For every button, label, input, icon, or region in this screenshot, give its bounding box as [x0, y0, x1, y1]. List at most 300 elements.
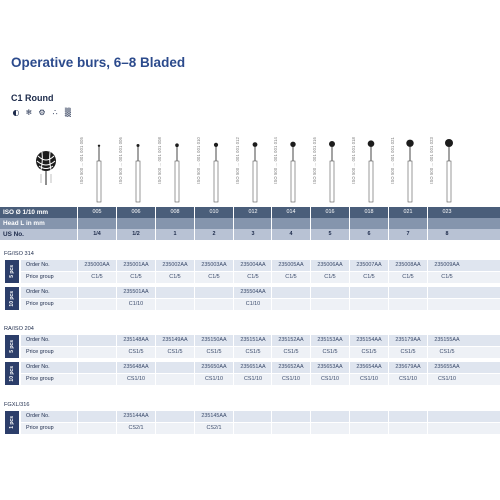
column-divider — [77, 423, 78, 434]
column-divider — [116, 299, 117, 310]
column-divider — [77, 411, 78, 422]
column-divider — [155, 229, 156, 240]
price-group-cell: C1/10 — [245, 301, 261, 307]
column-divider — [155, 335, 156, 346]
order-number-cell: 235679AA — [395, 364, 421, 370]
price-group-cell: CS1/5 — [245, 349, 261, 355]
column-divider — [233, 374, 234, 385]
column-divider — [271, 260, 272, 271]
order-number-cell: 235650AA — [201, 364, 227, 370]
column-divider — [427, 335, 428, 346]
bur-head — [137, 144, 140, 147]
column-divider — [271, 218, 272, 229]
column-divider — [233, 423, 234, 434]
column-divider — [310, 272, 311, 283]
column-divider — [233, 272, 234, 283]
head-length-cell — [311, 218, 349, 229]
column-divider — [427, 218, 428, 229]
price-group-cell — [428, 299, 466, 310]
order-number-cell: 235005AA — [278, 262, 304, 268]
bur-neck — [98, 147, 99, 161]
product-subtitle: C1 Round — [11, 93, 54, 103]
head-length-cell — [350, 218, 388, 229]
column-divider — [194, 260, 195, 271]
speed-icon: ∴ — [52, 108, 58, 117]
pack-block — [0, 260, 500, 284]
price-group-cell — [311, 423, 349, 434]
column-divider — [116, 423, 117, 434]
bur-illustration — [311, 125, 349, 205]
price-group-cell: CS1/5 — [128, 349, 144, 355]
column-divider — [77, 374, 78, 385]
bur-neck — [137, 147, 138, 161]
column-divider — [427, 374, 428, 385]
order-number-cell: 235654AA — [356, 364, 382, 370]
column-divider — [233, 411, 234, 422]
order-number-cell — [389, 411, 427, 422]
column-divider — [116, 362, 117, 373]
column-divider — [77, 347, 78, 358]
order-number-cell: 235002AA — [162, 262, 188, 268]
bur-shape — [131, 125, 145, 205]
price-group-row — [21, 423, 500, 434]
price-group-cell: C1/10 — [128, 301, 144, 307]
column-divider — [349, 229, 350, 240]
row-label: Price group — [26, 301, 54, 307]
price-group-cell — [78, 423, 116, 434]
column-divider — [155, 299, 156, 310]
column-divider — [194, 229, 195, 240]
column-divider — [310, 229, 311, 240]
price-group-cell — [389, 423, 427, 434]
order-number-cell — [156, 411, 194, 422]
order-number-cell — [234, 411, 272, 422]
column-divider — [349, 287, 350, 298]
price-group-cell — [272, 423, 310, 434]
iso-number-label: ISO 500 ... 001 001 005 — [79, 137, 84, 184]
price-group-cell — [78, 299, 116, 310]
bur-illustration — [195, 125, 233, 205]
price-group-cell — [234, 423, 272, 434]
order-number-cell: 235151AA — [240, 337, 266, 343]
column-divider — [310, 287, 311, 298]
order-number-cell: 235179AA — [395, 337, 421, 343]
section-title: RA/ISO 204 — [4, 326, 34, 332]
hand-piece-icon: ◐ — [12, 108, 20, 117]
column-divider — [349, 207, 350, 218]
bur-head — [406, 140, 413, 147]
us-number-cell: 7 — [406, 231, 410, 237]
order-number-cell: 235144AA — [123, 413, 149, 419]
column-divider — [310, 207, 311, 218]
column-divider — [155, 272, 156, 283]
bur-head — [329, 141, 335, 147]
iso-number-label: ISO 500 ... 001 001 010 — [196, 137, 201, 184]
price-group-cell: CS1/5 — [439, 349, 455, 355]
column-divider — [349, 411, 350, 422]
bur-illustration — [117, 125, 155, 205]
order-number-row — [21, 260, 500, 271]
column-divider — [388, 218, 389, 229]
iso-size-cell: 010 — [209, 209, 219, 215]
iso-size-cell: 018 — [364, 209, 374, 215]
price-group-cell — [156, 423, 194, 434]
size-header-table — [0, 207, 500, 240]
column-divider — [388, 374, 389, 385]
price-group-cell — [78, 347, 116, 358]
head-length-row — [0, 218, 500, 229]
bur-head — [253, 142, 258, 147]
order-number-cell — [78, 335, 116, 346]
iso-size-cell: 021 — [403, 209, 413, 215]
price-group-cell — [350, 423, 388, 434]
column-divider — [310, 335, 311, 346]
symbol-row — [11, 107, 73, 118]
price-group-cell: C1/5 — [402, 274, 414, 280]
price-group-cell: CS1/10 — [282, 376, 300, 382]
bur-head — [175, 143, 179, 147]
order-number-row — [21, 411, 500, 422]
iso-number-label: ISO 500 ... 001 001 018 — [351, 137, 356, 184]
column-divider — [310, 218, 311, 229]
column-divider — [349, 423, 350, 434]
column-divider — [427, 229, 428, 240]
bur-illustration — [156, 125, 194, 205]
column-divider — [116, 260, 117, 271]
us-number-cell: 4 — [289, 231, 293, 237]
column-divider — [271, 347, 272, 358]
column-divider — [310, 260, 311, 271]
column-divider — [194, 272, 195, 283]
bur-head — [368, 140, 375, 147]
autoclave-icon: ⚙ — [38, 108, 46, 117]
pack-size-tab: 1 pcs — [5, 411, 19, 434]
order-number-cell — [350, 411, 388, 422]
bur-shank — [330, 161, 334, 202]
price-group-cell: C1/5 — [208, 274, 220, 280]
column-divider — [427, 411, 428, 422]
column-divider — [194, 299, 195, 310]
price-group-cell — [78, 374, 116, 385]
price-group-cell: C1/5 — [324, 274, 336, 280]
column-divider — [194, 335, 195, 346]
price-group-row — [21, 272, 500, 283]
bur-shank — [97, 161, 101, 202]
column-divider — [310, 411, 311, 422]
section-title: FGXL/316 — [4, 402, 30, 408]
order-number-cell: 235145AA — [201, 413, 227, 419]
us-number-cell: 1 — [173, 231, 177, 237]
row-label: Order No. — [26, 337, 50, 343]
column-divider — [233, 335, 234, 346]
us-number-cell: 1/2 — [132, 231, 140, 237]
column-divider — [77, 272, 78, 283]
iso-size-cell: 014 — [286, 209, 296, 215]
column-divider — [155, 362, 156, 373]
iso-number-label: ISO 500 ... 001 001 008 — [157, 137, 162, 184]
order-number-cell: 235648AA — [123, 364, 149, 370]
price-group-cell: CS1/5 — [167, 349, 183, 355]
column-divider — [116, 374, 117, 385]
cold-sterilize-icon: ❄ — [25, 108, 33, 117]
bur-illustration — [234, 125, 272, 205]
iso-row — [0, 207, 500, 218]
us-number-cell: 8 — [445, 231, 449, 237]
price-group-cell: CS1/10 — [438, 376, 456, 382]
column-divider — [388, 272, 389, 283]
order-number-cell: 235655AA — [434, 364, 460, 370]
order-number-cell — [311, 287, 349, 298]
column-divider — [349, 299, 350, 310]
order-number-cell — [272, 287, 310, 298]
column-divider — [271, 411, 272, 422]
column-divider — [427, 287, 428, 298]
column-divider — [77, 299, 78, 310]
column-divider — [388, 423, 389, 434]
iso-number-label: ISO 500 ... 001 001 012 — [235, 137, 240, 184]
head-length-cell — [78, 218, 116, 229]
bur-head — [98, 145, 100, 147]
head-length-cell — [234, 218, 272, 229]
order-number-cell: 235155AA — [434, 337, 460, 343]
column-divider — [349, 272, 350, 283]
column-divider — [77, 218, 78, 229]
column-divider — [427, 347, 428, 358]
bur-neck — [409, 147, 410, 161]
column-divider — [310, 362, 311, 373]
column-divider — [155, 347, 156, 358]
column-divider — [427, 299, 428, 310]
column-divider — [271, 299, 272, 310]
us-number-cell: 2 — [212, 231, 216, 237]
order-number-row — [21, 362, 500, 373]
pack-size-tab: 10 pcs — [5, 362, 19, 385]
bur-neck — [331, 147, 332, 161]
column-divider — [271, 272, 272, 283]
order-number-cell: 235009AA — [434, 262, 460, 268]
column-divider — [194, 423, 195, 434]
row-label: Price group — [26, 376, 54, 382]
column-divider — [427, 423, 428, 434]
bur-neck — [370, 147, 371, 161]
column-divider — [233, 299, 234, 310]
price-group-cell: C1/5 — [247, 274, 259, 280]
bur-illustration — [78, 125, 116, 205]
us-number-cell: 3 — [251, 231, 255, 237]
iso-size-cell: 008 — [170, 209, 180, 215]
round-bur-head-icon — [33, 150, 59, 186]
order-number-cell: 235504AA — [240, 289, 266, 295]
bur-shape — [325, 125, 339, 205]
order-number-cell — [350, 287, 388, 298]
column-divider — [271, 229, 272, 240]
column-divider — [388, 229, 389, 240]
column-divider — [349, 335, 350, 346]
order-number-cell — [78, 411, 116, 422]
order-number-cell: 235148AA — [123, 337, 149, 343]
column-divider — [388, 287, 389, 298]
bur-shape — [92, 125, 106, 205]
order-number-cell — [389, 287, 427, 298]
column-divider — [349, 362, 350, 373]
iso-size-cell: 006 — [131, 209, 141, 215]
column-divider — [116, 287, 117, 298]
bur-shape — [403, 125, 417, 205]
column-divider — [271, 374, 272, 385]
column-divider — [194, 347, 195, 358]
column-divider — [427, 362, 428, 373]
column-divider — [271, 207, 272, 218]
bur-shank — [408, 161, 412, 202]
order-number-cell — [428, 411, 466, 422]
order-number-cell — [428, 287, 466, 298]
bur-shape — [364, 125, 378, 205]
column-divider — [194, 218, 195, 229]
bur-shape — [286, 125, 300, 205]
bur-shank — [447, 161, 451, 202]
order-number-cell: 235651AA — [240, 364, 266, 370]
row-label: Order No. — [26, 364, 50, 370]
bur-shape — [248, 125, 262, 205]
price-group-cell — [195, 299, 233, 310]
order-number-cell: 235000AA — [84, 262, 110, 268]
price-group-cell: C1/5 — [169, 274, 181, 280]
column-divider — [310, 423, 311, 434]
column-divider — [271, 423, 272, 434]
price-group-cell — [428, 423, 466, 434]
order-number-cell: 235152AA — [278, 337, 304, 343]
row-label: Price group — [26, 349, 54, 355]
pack-block — [0, 411, 500, 435]
bur-illustration — [350, 125, 388, 205]
price-group-cell: CS1/10 — [127, 376, 145, 382]
price-group-row — [21, 347, 500, 358]
order-number-cell — [311, 411, 349, 422]
order-number-cell: 235154AA — [356, 337, 382, 343]
pack-size-tab: 10 pcs — [5, 287, 19, 310]
us-number-cell: 1/4 — [93, 231, 101, 237]
column-divider — [310, 347, 311, 358]
price-group-cell: CS1/10 — [399, 376, 417, 382]
column-divider — [427, 272, 428, 283]
price-group-cell: CS1/5 — [206, 349, 222, 355]
pack-size-tab: 5 pcs — [5, 335, 19, 358]
column-divider — [194, 287, 195, 298]
order-number-cell: 235003AA — [201, 262, 227, 268]
column-divider — [77, 335, 78, 346]
iso-size-cell: 016 — [325, 209, 335, 215]
price-group-cell — [272, 299, 310, 310]
bur-shank — [253, 161, 257, 202]
column-divider — [116, 411, 117, 422]
head-length-cell — [272, 218, 310, 229]
column-divider — [155, 260, 156, 271]
price-group-cell: CS1/5 — [322, 349, 338, 355]
price-group-cell: CS2/1 — [206, 425, 222, 431]
column-divider — [155, 423, 156, 434]
price-group-cell: C1/5 — [91, 274, 103, 280]
column-divider — [388, 347, 389, 358]
bur-shape — [209, 125, 223, 205]
order-number-cell: 235153AA — [317, 337, 343, 343]
column-divider — [271, 335, 272, 346]
column-divider — [194, 362, 195, 373]
order-number-cell: 235008AA — [395, 262, 421, 268]
price-group-cell: CS1/10 — [360, 376, 378, 382]
column-divider — [388, 260, 389, 271]
column-divider — [116, 335, 117, 346]
bur-shank — [136, 161, 140, 202]
price-group-cell: CS1/5 — [361, 349, 377, 355]
grit-icon: ▒ — [64, 108, 72, 117]
row-label: Order No. — [26, 262, 50, 268]
price-group-cell: CS1/10 — [244, 376, 262, 382]
column-divider — [233, 362, 234, 373]
bur-head — [445, 139, 453, 147]
order-number-cell: 235150AA — [201, 337, 227, 343]
pack-size-tab: 5 pcs — [5, 260, 19, 283]
bur-illustration — [428, 125, 466, 205]
column-divider — [194, 207, 195, 218]
bur-shank — [291, 161, 295, 202]
price-group-row — [21, 299, 500, 310]
price-group-cell: C1/5 — [130, 274, 142, 280]
pack-block — [0, 362, 500, 386]
column-divider — [233, 347, 234, 358]
head-length-cell — [195, 218, 233, 229]
column-divider — [349, 260, 350, 271]
order-number-row — [21, 287, 500, 298]
order-number-cell: 235501AA — [123, 289, 149, 295]
row-label: Order No. — [26, 289, 50, 295]
order-number-cell: 235001AA — [123, 262, 149, 268]
bur-shank — [369, 161, 373, 202]
bur-shape — [170, 125, 184, 205]
column-divider — [271, 287, 272, 298]
order-number-cell — [78, 287, 116, 298]
column-divider — [116, 207, 117, 218]
order-number-cell — [156, 287, 194, 298]
column-divider — [194, 411, 195, 422]
column-divider — [427, 260, 428, 271]
bur-neck — [176, 147, 177, 161]
order-number-cell: 235149AA — [162, 337, 188, 343]
price-group-cell — [311, 299, 349, 310]
price-group-cell: CS1/5 — [400, 349, 416, 355]
price-group-cell — [389, 299, 427, 310]
column-divider — [77, 260, 78, 271]
column-divider — [310, 299, 311, 310]
us-row — [0, 229, 500, 240]
order-number-cell — [195, 287, 233, 298]
head-length-cell — [117, 218, 155, 229]
us-number-cell: 6 — [367, 231, 371, 237]
order-number-cell: 235007AA — [356, 262, 382, 268]
row-label: Price group — [26, 274, 54, 280]
bur-neck — [254, 147, 255, 161]
column-divider — [427, 207, 428, 218]
bur-neck — [215, 147, 216, 161]
price-group-cell — [350, 299, 388, 310]
column-divider — [388, 299, 389, 310]
order-number-row — [21, 335, 500, 346]
row-label: Price group — [26, 425, 54, 431]
bur-head — [214, 143, 218, 147]
column-divider — [155, 287, 156, 298]
head-length-cell — [156, 218, 194, 229]
bur-illustration — [272, 125, 310, 205]
column-divider — [310, 374, 311, 385]
